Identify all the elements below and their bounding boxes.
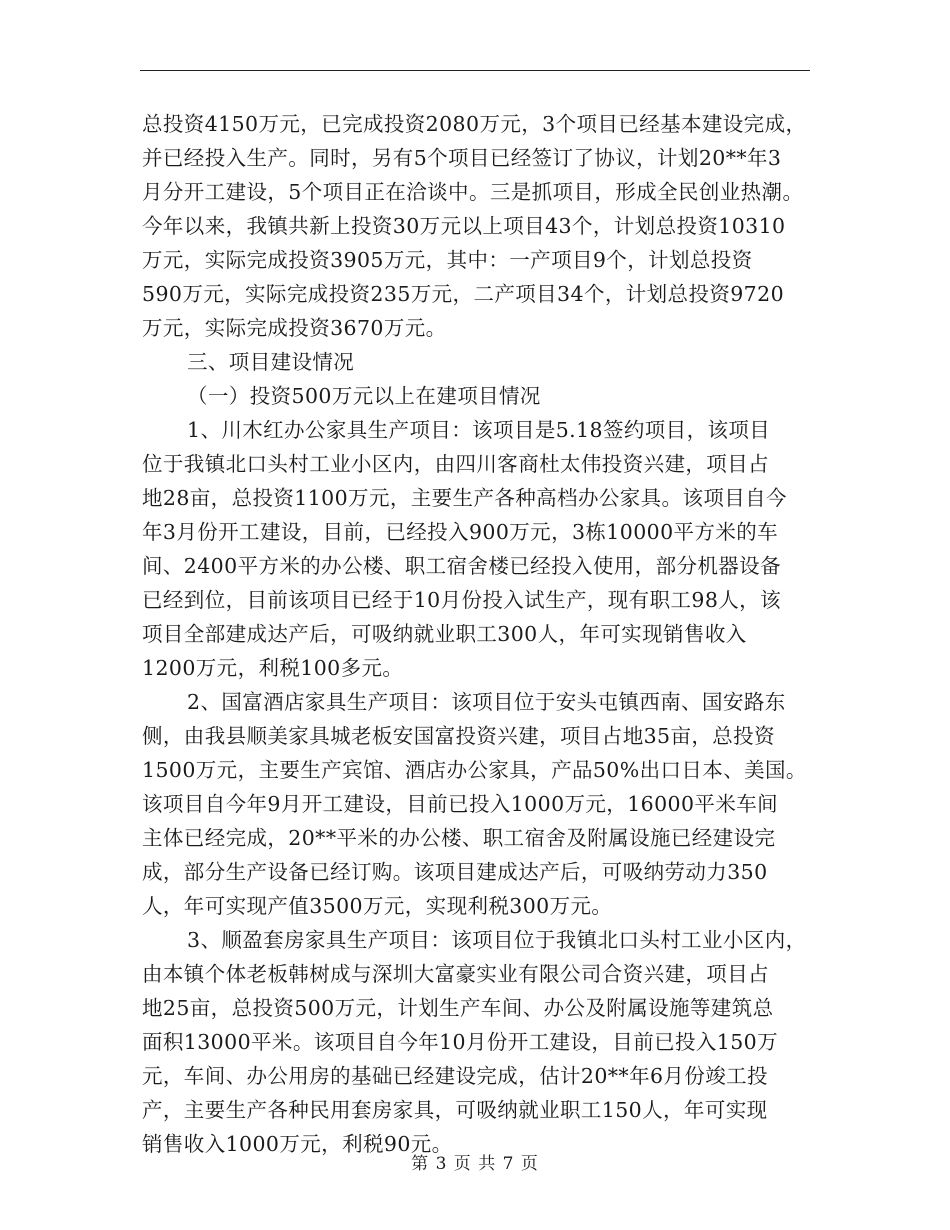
text-line: 1200万元，利税100多元。: [142, 656, 404, 680]
text-line: 总投资4150万元，已完成投资2080万元，3个项目已经基本建设完成，: [142, 112, 807, 136]
text-line: 产，主要生产各种民用套房家具，可吸纳就业职工150人，年可实现: [142, 1098, 768, 1122]
text-line: 位于我镇北口头村工业小区内，由四川客商杜太伟投资兴建，项目占: [142, 452, 769, 476]
text-line: 已经到位，目前该项目已经于10月份投入试生产，现有职工98人，该: [142, 588, 781, 612]
section-heading: 三、项目建设情况: [187, 350, 355, 374]
text-line: 并已经投入生产。同时，另有5个项目已经签订了协议，计划20**年3: [142, 146, 782, 170]
text-line: 成，部分生产设备已经订购。该项目建成达产后，可吸纳劳动力350: [142, 860, 768, 884]
paragraph-start: 1、川木红办公家具生产项目：该项目是5.18签约项目，该项目: [187, 418, 771, 442]
text-line: 地25亩，总投资500万元，计划生产车间、办公及附属设施等建筑总: [142, 996, 774, 1020]
text-line: 地28亩，总投资1100万元，主要生产各种高档办公家具。该项目自今: [142, 486, 787, 510]
text-line: 面积13000平米。该项目自今年10月份开工建设，目前已投入150万: [142, 1030, 779, 1054]
text-line: 销售收入1000万元，利税90元。: [142, 1132, 453, 1156]
text-line: 元，车间、办公用房的基础已经建设完成，估计20**年6月份竣工投: [142, 1064, 768, 1088]
paragraph-start: 2、国富酒店家具生产项目：该项目位于安头屯镇西南、国安路东: [187, 690, 786, 714]
text-line: 间、2400平方米的办公楼、职工宿舍楼已经投入使用，部分机器设备: [142, 554, 781, 578]
paragraph-start: 3、顺盈套房家具生产项目：该项目位于我镇北口头村工业小区内，: [187, 928, 807, 952]
text-line: 万元，实际完成投资3670万元。: [142, 316, 447, 340]
text-line: 人，年可实现产值3500万元，实现利税300万元。: [142, 894, 613, 918]
subsection-heading: （一）投资500万元以上在建项目情况: [187, 384, 541, 408]
text-line: 由本镇个体老板韩树成与深圳大富豪实业有限公司合资兴建，项目占: [142, 962, 769, 986]
text-line: 该项目自今年9月开工建设，目前已投入1000万元，16000平米车间: [142, 792, 779, 816]
page-number: 第 3 页 共 7 页: [411, 1154, 539, 1174]
text-line: 侧，由我县顺美家具城老板安国富投资兴建，项目占地35亩，总投资: [142, 724, 775, 748]
text-line: 万元，实际完成投资3905万元，其中：一产项目9个，计划总投资: [142, 248, 753, 272]
text-line: 1500万元，主要生产宾馆、酒店办公家具，产品50%出口日本、美国。: [142, 758, 807, 782]
text-line: 今年以来，我镇共新上投资30万元以上项目43个，计划总投资10310: [142, 214, 786, 238]
text-line: 项目全部建成达产后，可吸纳就业职工300人，年可实现销售收入: [142, 622, 747, 646]
text-line: 590万元，实际完成投资235万元，二产项目34个，计划总投资9720: [142, 282, 785, 306]
text-line: 年3月份开工建设，目前，已经投入900万元，3栋10000平方米的车: [142, 520, 779, 544]
text-line: 主体已经完成，20**平米的办公楼、职工宿舍及附属设施已经建设完: [142, 826, 776, 850]
text-line: 月分开工建设，5个项目正在洽谈中。三是抓项目，形成全民创业热潮。: [142, 180, 804, 204]
